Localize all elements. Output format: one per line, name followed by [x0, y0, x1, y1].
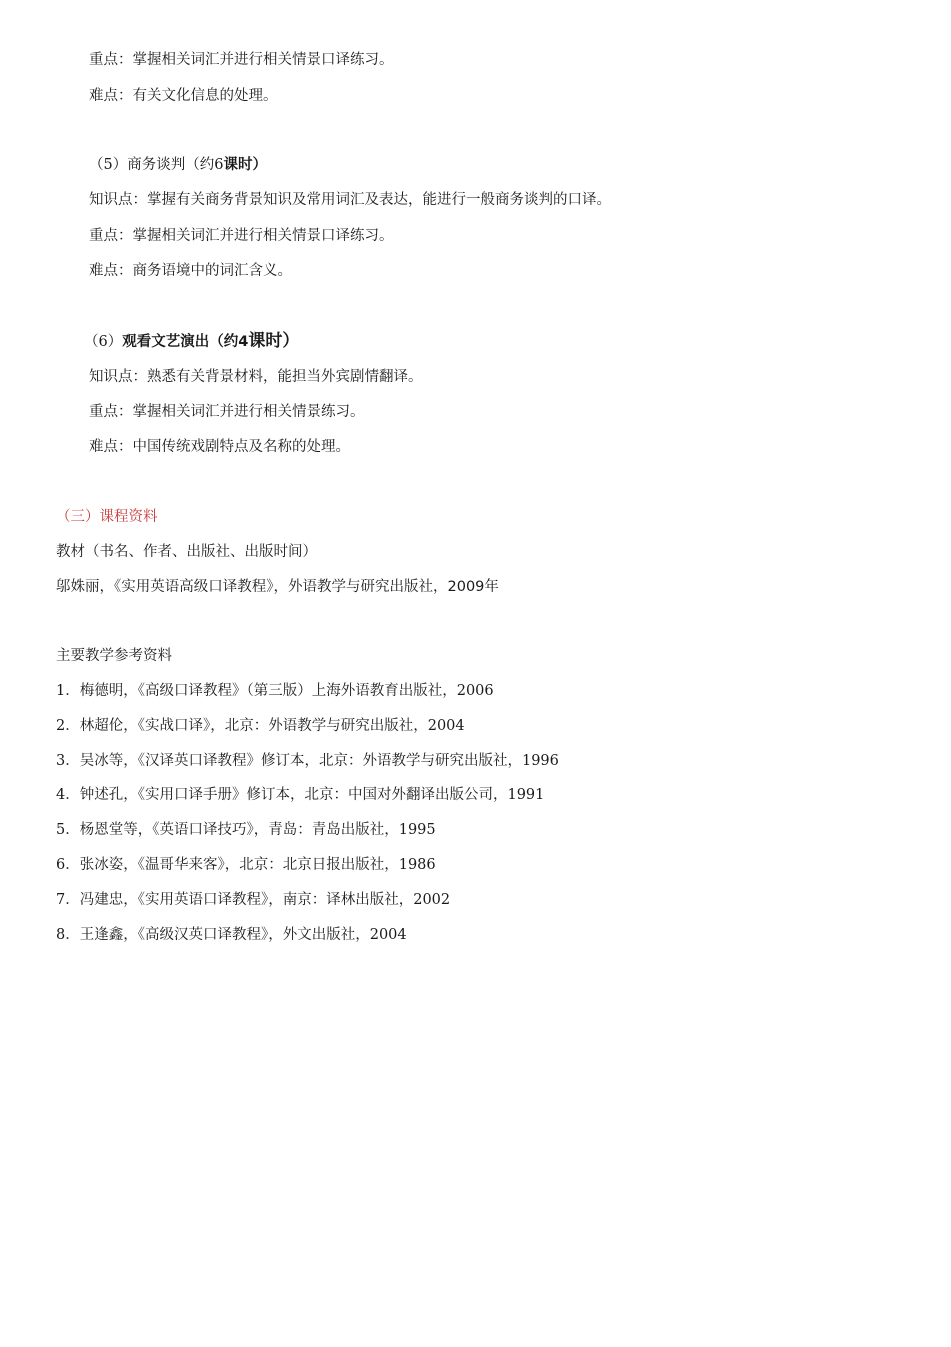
materials-heading: （三）课程资料	[56, 509, 158, 525]
ref-item: 2．林超伦，《实战口译》，北京：外语教学与研究出版社，2004	[56, 718, 465, 734]
section6-title-big: 课时）	[248, 331, 300, 351]
ref-item: 6．张冰姿，《温哥华来客》，北京：北京日报出版社，1986	[56, 857, 436, 873]
section5-knowledge: 知识点：掌握有关商务背景知识及常用词汇及表达，能进行一般商务谈判的口译。	[89, 192, 611, 208]
section5-title-prefix: （5）商务谈判（约6	[89, 157, 224, 173]
textbook-suffix: 年	[484, 579, 499, 595]
ref-item: 4．钟述孔，《实用口译手册》修订本，北京：中国对外翻译出版公司，1991	[56, 787, 545, 803]
textbook-main: 邬姝丽，《实用英语高级口译教程》，外语教学与研究出版社，	[56, 579, 448, 595]
textbook-label: 教材（书名、作者、出版社、出版时间）	[56, 544, 317, 560]
textbook-entry	[56, 577, 499, 597]
difficulty-text-top: 难点：有关文化信息的处理。	[89, 88, 278, 104]
section6-title	[84, 331, 299, 352]
refs-heading: 主要教学参考资料	[56, 648, 172, 664]
section6-knowledge: 知识点：熟悉有关背景材料，能担当外宾剧情翻译。	[89, 369, 423, 385]
section6-focus: 重点：掌握相关词汇并进行相关情景练习。	[89, 404, 365, 420]
ref-item: 5．杨恩堂等，《英语口译技巧》，青岛：青岛出版社，1995	[56, 822, 436, 838]
section5-difficulty: 难点：商务语境中的词汇含义。	[89, 263, 292, 279]
ref-item: 1．梅德明，《高级口译教程》（第三版）上海外语教育出版社，2006	[56, 683, 494, 699]
section6-difficulty: 难点：中国传统戏剧特点及名称的处理。	[89, 439, 350, 455]
section6-title-bold: 观看文艺演出（约4	[122, 334, 249, 350]
section5-title-bold: 课时）	[223, 157, 267, 173]
section5-title	[89, 155, 267, 175]
section6-title-prefix: （6）	[84, 334, 123, 350]
ref-item: 7．冯建忠，《实用英语口译教程》，南京：译林出版社，2002	[56, 892, 451, 908]
ref-item: 3．吴冰等，《汉译英口译教程》修订本，北京：外语教学与研究出版社，1996	[56, 753, 559, 769]
textbook-year: 2009	[447, 579, 485, 595]
focus-text-top: 重点：掌握相关词汇并进行相关情景口译练习。	[89, 52, 394, 68]
section5-focus: 重点：掌握相关词汇并进行相关情景口译练习。	[89, 228, 394, 244]
ref-item: 8．王逢鑫，《高级汉英口译教程》，外文出版社，2004	[56, 927, 407, 943]
